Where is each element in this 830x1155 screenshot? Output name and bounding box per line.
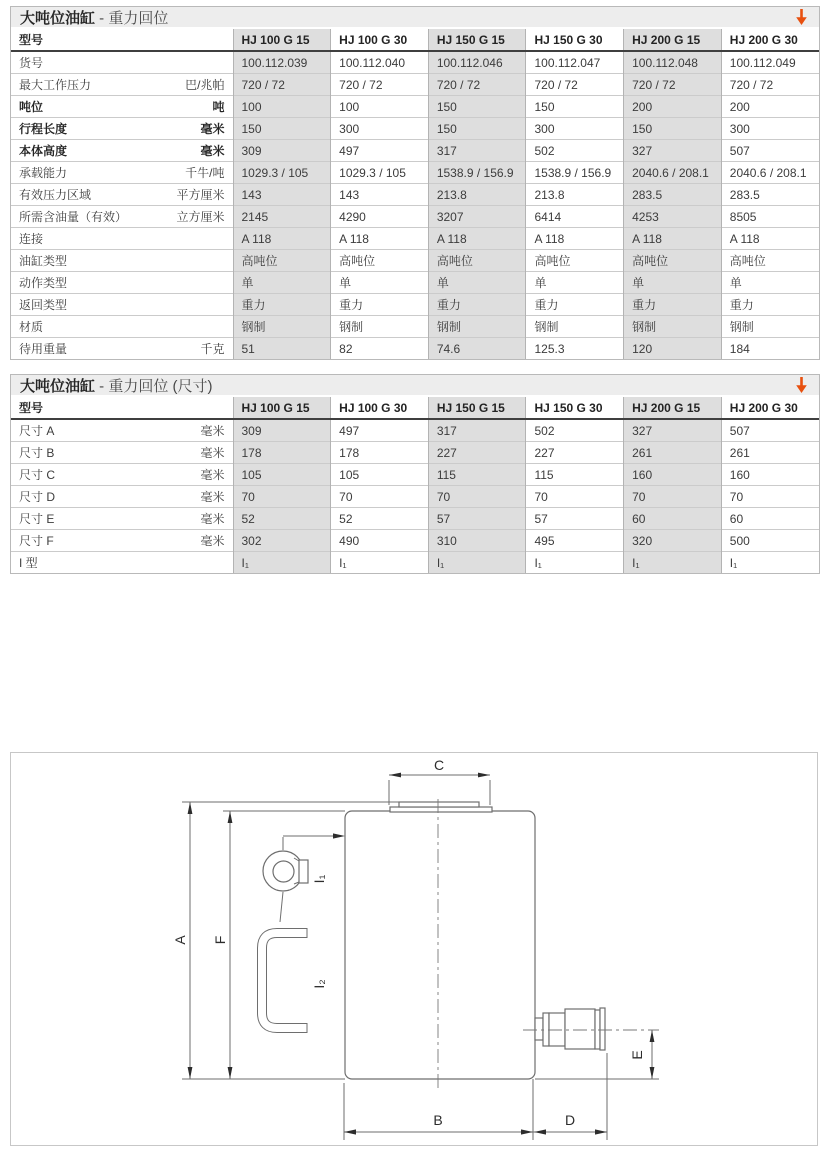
spec-cell: 高吨位 <box>331 250 429 272</box>
spec-cell: 高吨位 <box>624 250 722 272</box>
spec-cell: 57 <box>526 508 624 530</box>
row-label: 行程长度 <box>19 122 68 136</box>
spec-cell: 高吨位 <box>721 250 819 272</box>
spec-cell: I₁ <box>428 552 526 574</box>
spec-cell: I₁ <box>526 552 624 574</box>
table-row <box>11 250 819 272</box>
row-label-cell <box>11 508 233 530</box>
column-header: HJ 100 G 15 <box>233 397 331 419</box>
spec-cell: 1538.9 / 156.9 <box>526 162 624 184</box>
table-row <box>11 206 819 228</box>
spec-cell: 4253 <box>624 206 722 228</box>
table-title-main: 大吨位油缸 <box>20 9 96 27</box>
spec-cell: 213.8 <box>428 184 526 206</box>
row-label: 吨位 <box>19 100 44 114</box>
spec-cell: 高吨位 <box>428 250 526 272</box>
row-label: 承载能力 <box>19 166 68 180</box>
table-title <box>20 375 213 396</box>
dim-label-a: A <box>172 935 188 945</box>
spec-cell: 720 / 72 <box>428 74 526 96</box>
spec-cell: 105 <box>331 464 429 486</box>
spec-cell: A 118 <box>428 228 526 250</box>
spec-cell: 70 <box>428 486 526 508</box>
dim-label-e: E <box>629 1050 645 1060</box>
spec-cell: 高吨位 <box>233 250 331 272</box>
table-title-sub: - 重力回位 <box>95 9 169 27</box>
spec-cell: A 118 <box>331 228 429 250</box>
spec-cell: 200 <box>721 96 819 118</box>
table-title-bar <box>11 375 819 397</box>
row-label-cell <box>11 184 233 206</box>
hydraulic-coupler <box>523 1008 659 1050</box>
spec-cell: 重力 <box>721 294 819 316</box>
row-label: 尺寸 E <box>19 512 55 526</box>
table-row <box>11 316 819 338</box>
spec-cell: 497 <box>331 419 429 442</box>
row-label: 所需含油量（有效） <box>19 210 128 224</box>
spec-cell: 51 <box>233 338 331 360</box>
table-row <box>11 530 819 552</box>
spec-cell: 309 <box>233 140 331 162</box>
spec-cell: 720 / 72 <box>526 74 624 96</box>
row-unit: 千克 <box>200 342 225 356</box>
row-label: 尺寸 F <box>19 534 54 548</box>
table-title-bar <box>11 7 819 29</box>
spec-cell: 178 <box>331 442 429 464</box>
spec-cell: 52 <box>331 508 429 530</box>
spec-cell: 钢制 <box>721 316 819 338</box>
row-label-cell <box>11 486 233 508</box>
spec-cell: 720 / 72 <box>721 74 819 96</box>
row-unit: 毫米 <box>200 446 225 460</box>
spec-cell: 57 <box>428 508 526 530</box>
spec-cell: 1029.3 / 105 <box>233 162 331 184</box>
row-unit: 吨 <box>212 100 225 114</box>
spec-cell: 单 <box>721 272 819 294</box>
column-header: HJ 150 G 30 <box>526 397 624 419</box>
spec-cell: 283.5 <box>624 184 722 206</box>
spec-cell: 261 <box>721 442 819 464</box>
spec-cell: 100 <box>331 96 429 118</box>
spec-cell: 高吨位 <box>526 250 624 272</box>
spec-cell: 单 <box>428 272 526 294</box>
spec-cell: 317 <box>428 419 526 442</box>
spec-cell: 2040.6 / 208.1 <box>721 162 819 184</box>
table-row <box>11 184 819 206</box>
row-label-cell <box>11 530 233 552</box>
spec-cell: A 118 <box>233 228 331 250</box>
column-header: HJ 150 G 30 <box>526 29 624 51</box>
spec-cell: 单 <box>624 272 722 294</box>
spec-cell: 495 <box>526 530 624 552</box>
spec-cell: 100.112.047 <box>526 51 624 74</box>
spec-cell: 100.112.039 <box>233 51 331 74</box>
row-label: 动作类型 <box>19 276 68 290</box>
row-unit: 毫米 <box>200 424 225 438</box>
spec-cell: 重力 <box>428 294 526 316</box>
column-header-row <box>11 397 819 419</box>
row-unit: 毫米 <box>200 534 225 548</box>
spec-cell: 200 <box>624 96 722 118</box>
table-row <box>11 228 819 250</box>
table-row <box>11 272 819 294</box>
spec-cell: 单 <box>233 272 331 294</box>
spec-cell: A 118 <box>526 228 624 250</box>
row-label-cell <box>11 272 233 294</box>
spec-cell: 143 <box>331 184 429 206</box>
spec-cell: 100.112.049 <box>721 51 819 74</box>
row-label-cell <box>11 96 233 118</box>
row-label-cell <box>11 228 233 250</box>
column-header: HJ 200 G 30 <box>721 29 819 51</box>
spec-cell: 310 <box>428 530 526 552</box>
spec-cell: 钢制 <box>428 316 526 338</box>
spec-cell: 钢制 <box>624 316 722 338</box>
spec-cell: 184 <box>721 338 819 360</box>
dimension-table-section <box>10 374 820 574</box>
dim-c <box>389 757 490 805</box>
row-label-cell <box>11 316 233 338</box>
spec-cell: 6414 <box>526 206 624 228</box>
spec-cell: 150 <box>526 96 624 118</box>
row-unit: 毫米 <box>200 144 225 158</box>
spec-cell: 327 <box>624 419 722 442</box>
spec-cell: 钢制 <box>331 316 429 338</box>
table-row <box>11 338 819 360</box>
column-header: HJ 200 G 15 <box>624 397 722 419</box>
spec-cell: 497 <box>331 140 429 162</box>
spec-cell: 2145 <box>233 206 331 228</box>
spec-cell: I₁ <box>721 552 819 574</box>
column-header-row <box>11 29 819 51</box>
spec-cell: 8505 <box>721 206 819 228</box>
row-label-cell <box>11 118 233 140</box>
row-label: 本体高度 <box>19 144 68 158</box>
spec-table <box>11 29 819 359</box>
table-row <box>11 442 819 464</box>
spec-cell: 150 <box>428 96 526 118</box>
row-label: 材质 <box>19 320 44 334</box>
table-row <box>11 96 819 118</box>
spec-cell: 317 <box>428 140 526 162</box>
spec-cell: 720 / 72 <box>624 74 722 96</box>
spec-cell: 60 <box>624 508 722 530</box>
row-label-cell <box>11 294 233 316</box>
spec-cell: 320 <box>624 530 722 552</box>
spec-cell: 重力 <box>526 294 624 316</box>
table-row <box>11 419 819 442</box>
table-row <box>11 51 819 74</box>
attachment-label-i1: I₁ <box>311 874 327 884</box>
row-unit: 毫米 <box>200 468 225 482</box>
spec-table-section <box>10 6 820 360</box>
table-row <box>11 464 819 486</box>
table-row <box>11 486 819 508</box>
spec-cell: 单 <box>331 272 429 294</box>
dim-label-d: D <box>564 1112 576 1128</box>
row-unit: 毫米 <box>200 490 225 504</box>
spec-cell: 120 <box>624 338 722 360</box>
dim-label-b: B <box>433 1112 443 1128</box>
spec-cell: 125.3 <box>526 338 624 360</box>
carry-handle <box>262 928 327 1033</box>
cylinder-dimension-diagram <box>10 752 818 1146</box>
row-unit: 巴/兆帕 <box>185 78 225 92</box>
row-label: 尺寸 C <box>19 468 56 482</box>
spec-cell: 160 <box>624 464 722 486</box>
dim-label-c: C <box>433 757 445 773</box>
table-row <box>11 294 819 316</box>
table-row <box>11 118 819 140</box>
spec-cell: 302 <box>233 530 331 552</box>
spec-cell: A 118 <box>624 228 722 250</box>
spec-cell: 300 <box>721 118 819 140</box>
table-title-sub: - 重力回位 (尺寸) <box>95 377 213 395</box>
spec-cell: 720 / 72 <box>331 74 429 96</box>
spec-cell: 1029.3 / 105 <box>331 162 429 184</box>
row-unit: 立方厘米 <box>176 210 225 224</box>
row-unit: 毫米 <box>200 512 225 526</box>
saddle-plate-lower <box>390 807 492 812</box>
column-header: HJ 150 G 15 <box>428 397 526 419</box>
spec-cell: 105 <box>233 464 331 486</box>
spec-cell: 261 <box>624 442 722 464</box>
spec-cell: 309 <box>233 419 331 442</box>
down-arrow-icon[interactable] <box>794 375 809 395</box>
column-header: HJ 200 G 30 <box>721 397 819 419</box>
spec-cell: 60 <box>721 508 819 530</box>
column-header: HJ 100 G 30 <box>331 29 429 51</box>
spec-cell: 70 <box>331 486 429 508</box>
table-title <box>20 7 168 28</box>
spec-cell: 720 / 72 <box>233 74 331 96</box>
row-unit: 平方厘米 <box>176 188 225 202</box>
spec-cell: 单 <box>526 272 624 294</box>
column-header-model: 型号 <box>11 397 233 419</box>
row-label: 有效压力区域 <box>19 188 92 202</box>
column-header-model: 型号 <box>11 29 233 51</box>
spec-cell: I₁ <box>624 552 722 574</box>
row-label: 货号 <box>19 56 44 70</box>
table-row <box>11 508 819 530</box>
spec-cell: 490 <box>331 530 429 552</box>
table-title-main: 大吨位油缸 <box>20 377 96 395</box>
spec-cell: 327 <box>624 140 722 162</box>
spec-cell: 82 <box>331 338 429 360</box>
spec-cell: 74.6 <box>428 338 526 360</box>
column-header: HJ 100 G 15 <box>233 29 331 51</box>
cylinder-body <box>345 811 535 1079</box>
table-row <box>11 162 819 184</box>
spec-cell: 52 <box>233 508 331 530</box>
spec-cell: 507 <box>721 419 819 442</box>
spec-cell: 70 <box>721 486 819 508</box>
spec-cell: 150 <box>428 118 526 140</box>
spec-cell: 4290 <box>331 206 429 228</box>
row-label: 尺寸 B <box>19 446 55 460</box>
table-row <box>11 74 819 96</box>
column-header: HJ 150 G 15 <box>428 29 526 51</box>
row-label: 连接 <box>19 232 44 246</box>
spec-cell: 150 <box>624 118 722 140</box>
row-label: 最大工作压力 <box>19 78 92 92</box>
spec-cell: 重力 <box>233 294 331 316</box>
row-label-cell <box>11 51 233 74</box>
row-label: 油缸类型 <box>19 254 68 268</box>
row-label-cell <box>11 250 233 272</box>
spec-cell: 143 <box>233 184 331 206</box>
spec-cell: 500 <box>721 530 819 552</box>
spec-cell: 227 <box>526 442 624 464</box>
row-label: 待用重量 <box>19 342 68 356</box>
row-label-cell <box>11 74 233 96</box>
attachment-label-i2: I₂ <box>311 979 327 989</box>
spec-cell: 100 <box>233 96 331 118</box>
column-header: HJ 200 G 15 <box>624 29 722 51</box>
spec-cell: 150 <box>233 118 331 140</box>
spec-cell: 70 <box>233 486 331 508</box>
spec-cell: 100.112.040 <box>331 51 429 74</box>
spec-cell: I₁ <box>331 552 429 574</box>
spec-cell: 100.112.048 <box>624 51 722 74</box>
row-label-cell <box>11 140 233 162</box>
spec-cell: 1538.9 / 156.9 <box>428 162 526 184</box>
row-label-cell <box>11 552 233 574</box>
row-label: I 型 <box>19 556 38 570</box>
spec-cell: 钢制 <box>526 316 624 338</box>
row-label: 尺寸 A <box>19 424 55 438</box>
technical-drawing <box>11 753 817 1145</box>
spec-cell: 100.112.046 <box>428 51 526 74</box>
row-label-cell <box>11 442 233 464</box>
table-row <box>11 140 819 162</box>
row-label: 返回类型 <box>19 298 68 312</box>
spec-cell: 2040.6 / 208.1 <box>624 162 722 184</box>
spec-cell: 重力 <box>624 294 722 316</box>
spec-cell: A 118 <box>721 228 819 250</box>
spec-cell: 3207 <box>428 206 526 228</box>
row-label: 尺寸 D <box>19 490 56 504</box>
table-row <box>11 552 819 574</box>
spec-cell: 213.8 <box>526 184 624 206</box>
spec-cell: 160 <box>721 464 819 486</box>
column-header: HJ 100 G 30 <box>331 397 429 419</box>
row-label-cell <box>11 206 233 228</box>
spec-cell: 115 <box>526 464 624 486</box>
row-label-cell <box>11 338 233 360</box>
dim-label-f: F <box>212 935 228 945</box>
saddle-plate-upper <box>399 802 479 807</box>
spec-cell: 钢制 <box>233 316 331 338</box>
spec-cell: 502 <box>526 419 624 442</box>
spec-cell: 70 <box>526 486 624 508</box>
row-unit: 千牛/吨 <box>185 166 225 180</box>
spec-cell: 227 <box>428 442 526 464</box>
eyebolt <box>263 833 345 922</box>
spec-cell: 70 <box>624 486 722 508</box>
spec-cell: 300 <box>331 118 429 140</box>
row-label-cell <box>11 464 233 486</box>
spec-cell: 178 <box>233 442 331 464</box>
spec-cell: 115 <box>428 464 526 486</box>
down-arrow-icon[interactable] <box>794 7 809 27</box>
spec-cell: 507 <box>721 140 819 162</box>
spec-cell: 502 <box>526 140 624 162</box>
row-label-cell <box>11 419 233 442</box>
row-label-cell <box>11 162 233 184</box>
row-unit: 毫米 <box>200 122 225 136</box>
spec-cell: 300 <box>526 118 624 140</box>
spec-cell: 重力 <box>331 294 429 316</box>
dimension-table <box>11 397 819 573</box>
spec-cell: 283.5 <box>721 184 819 206</box>
spec-cell: I₁ <box>233 552 331 574</box>
